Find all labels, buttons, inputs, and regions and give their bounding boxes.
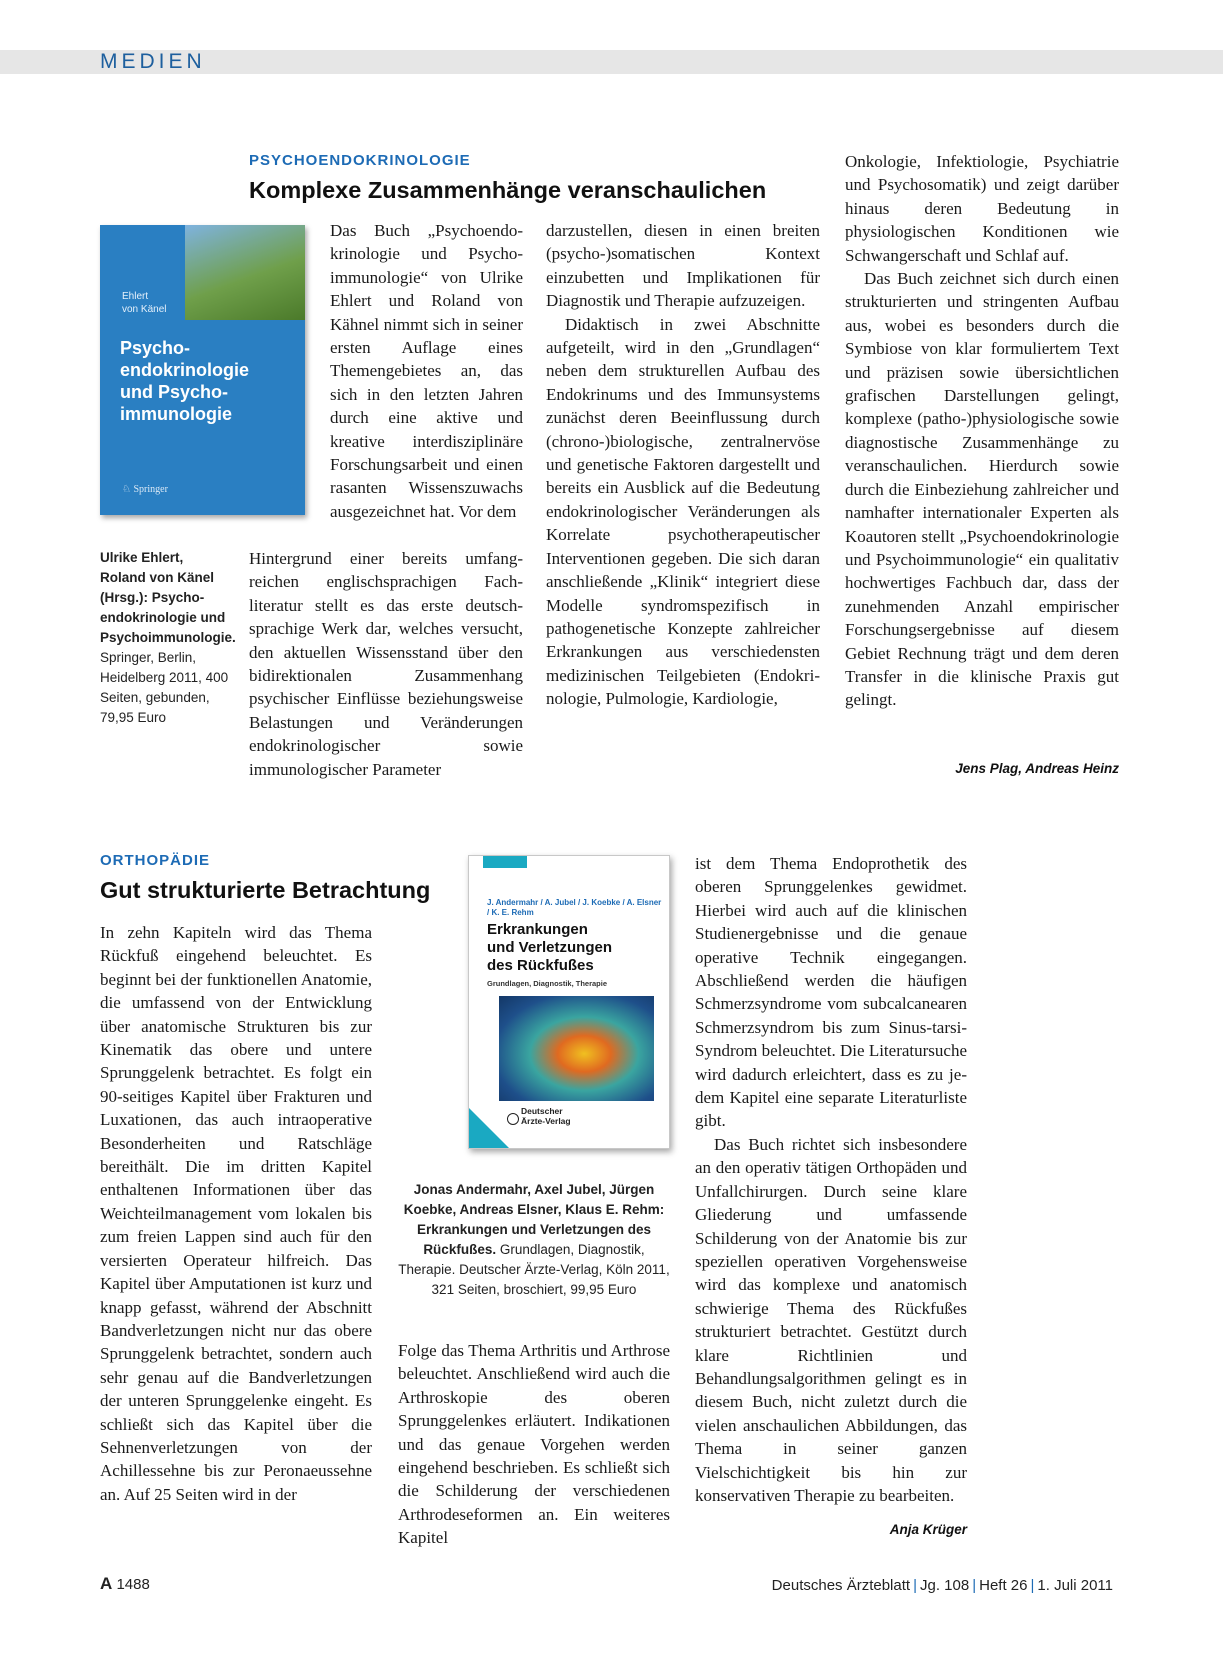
springer-logo-icon: ♘: [122, 484, 134, 495]
cover-publisher: ♘ Springer: [122, 484, 168, 495]
section-label: MEDIEN: [100, 50, 206, 73]
book-cover-psychoendokrinologie: [100, 225, 305, 515]
cover-corner: [469, 1108, 509, 1148]
cover-foot-scan-image: [499, 996, 654, 1101]
publisher-logo-icon: [507, 1113, 519, 1125]
cover-title: Psycho- endokrinologie und Psycho- immunologie: [120, 338, 250, 424]
article2-headline: Gut strukturierte Betrachtung: [100, 877, 431, 903]
cover-authors: J. Andermahr / A. Jubel / J. Koebke / A. Elsner / K. E. Rehm: [487, 898, 662, 917]
cover-subtitle: Grundlagen, Diagnostik, Therapie: [487, 979, 608, 988]
page-number: A 1488: [100, 1574, 150, 1593]
cover-title: Erkrankungen und Verletzungen des Rückfußes: [487, 921, 613, 974]
cover-tab: [483, 856, 527, 868]
article1-column1-bottom: Hintergrund einer bereits umfangreichen englischsprachigen Fachliteratur stellt es das erste deutschsprachige Werk dar, welches versucht, den aktuellen Wissensstand über den bidirektionalen Zusammenhang psychischer Einflüsse beziehungsweise Belastungen und Veränderungen endokrinologischer sowie immunologischer Parameter: [249, 549, 523, 779]
article1-headline: Komplexe Zusammenhänge veranschaulichen: [249, 177, 767, 203]
article1-kicker: PSYCHOENDOKRINOLOGIE: [249, 152, 471, 169]
article1-column3: Onkologie, Infektiologie, Psychiatrie und Psychosomatik) und zeigt darüber hinaus deren Bedeutung in physiologischen Konditionen wie Schwangerschaft und Schlaf auf. Das Buch zeichnet sich durch einen strukturierten und stringenten Aufbau aus, wobei es besonders durch die Symbiose von klar formuliertem Text und präzisen sowie übersichtlichen grafischen Darstellungen gelingt, komplexe (patho-)physiologische sowie diagnostische Zusammenhänge zu veranschaulichen. Hierdurch sowie durch die Einbeziehung zahlreicher und namhafter internationaler Experten als Koautoren stellt „Psychoendokrinologie und Psychoimmunologie“ ein qualitativ hochwertiges Fachbuch dar, dass der zunehmenden Anzahl empirischer Forschungsergebnisse auf diesem Gebiet Rechnung trägt und dem deren Transfer in die klinische Praxis gut gelingt.: [845, 152, 1119, 710]
cover-photo: [185, 225, 305, 320]
article1-column2: darzustellen, diesen in einen breiten (psycho-)somatischen Kontext einzubetten und Implikationen für Diagnostik und Therapie aufzuzeigen. Didaktisch in zwei Abschnitte aufgeteilt, wird in den „Grundlagen“ neben dem strukturellen Aufbau des Endokrinums und des Immunsystems zunächst deren Beeinflussung durch (chrono-)biologische, zentralnervöse und genetische Faktoren dargestellt und bereits ein Ausblick auf die Bedeutung endokrinologischer Veränderungen als Korrelate psychotherapeutischer Interventionen gegeben. Die sich daran anschließende „Klinik“ integriert diese Modelle syndromspezifisch in pathogenetische Konzepte zahlreicher Erkrankungen aus verschiedensten medizinischen Teilgebieten (Endokrinologie, Pulmologie, Kardiologie,: [546, 221, 820, 709]
cover-authors: Ehlert von Känel: [122, 291, 167, 315]
journal-footer: Deutsches Ärzteblatt | Jg. 108 | Heft 26 | 1. Juli 2011: [771, 1577, 1113, 1594]
article2-column3: ist dem Thema Endoprothetik des oberen Sprunggelenkes gewidmet. Hierbei wird auch auf die klinischen Studienergebnisse und die genaue operative Technik eingegangen. Abschließend werden die häufigen Schmerzsyndrome vom subcalcanearen Schmerzsyndrom bis zum Sinus-tarsi-Syndrom beleuchtet. Die Literatursuche wird dadurch erleichtert, dass es zu jedem Kapitel eine separate Literaturliste gibt. Das Buch richtet sich insbesondere an den operativ tätigen Orthopäden und Unfallchirurgen. Durch seine klare Gliederung und umfassende Schilderung von der Anatomie bis zur speziellen operativen Vorgehensweise wird das komplexe und anatomisch schwierige Thema des Rückfußes strukturiert betrachtet. Gestützt durch klare Richtlinien und Behandlungsalgorithmen gelingt es in diesem Buch, nicht zuletzt durch die vielen anschaulichen Abbildungen, das Thema in seiner ganzen Vielschichtigkeit bis hin zur konservativen Therapie zu bearbeiten.: [695, 854, 967, 1505]
book-cover-rueckfuss: [468, 855, 670, 1149]
cover-publisher: Deutscher Ärzte-Verlag: [521, 1106, 571, 1126]
article2-column2: Folge das Thema Arthritis und Arthrose beleuchtet. Anschließend wird auch die Arthroskopie des oberen Sprunggelenkes erläutert. Indikationen und das genaue Vorgehen werden eingehend beschrieben. Es schließt sich die Schilderung der verschiedenen Arthrodeseformen an. Ein weiteres Kapitel: [398, 1341, 670, 1548]
article2-book-caption: Jonas Andermahr, Axel Jubel, Jürgen Koebke, Andreas Elsner, Klaus E. Rehm: Erkrankungen und Verletzungen des Rückfußes. Grundlagen, Diagnostik, Therapie. Deutscher Ärzte-Verlag, Köln 2011, 321 Seiten, broschiert, 99,95 Euro: [398, 1182, 670, 1297]
article1-book-caption: Ulrike Ehlert, Roland von Känel (Hrsg.): Psychoendokrinologie und Psychoimmunologie. Springer, Berlin, Heidelberg 2011, 400 Seiten, gebunden, 79,95 Euro: [100, 550, 236, 725]
article1-signature: Jens Plag, Andreas Heinz: [955, 761, 1119, 776]
article2-kicker: ORTHOPÄDIE: [100, 852, 211, 869]
article2-column1: In zehn Kapiteln wird das Thema Rückfuß eingehend beleuchtet. Es beginnt bei der funktionellen Anatomie, die umfassend von der Entwicklung über anatomische Strukturen bis zur Kinematik das obere und untere Sprunggelenk betrachtet. Es folgt ein 90-seitiges Kapitel über Frakturen und Luxationen, das auch intraoperative Besonderheiten und Ratschläge bereithält. Die im dritten Kapitel enthaltenen Informationen über das Weichteilmanagement vom lokalen bis zum freien Lappen sind auch für den versierten Operateur hilfreich. Das Kapitel über Amputationen ist kurz und knapp gefasst, während der Abschnitt Bandverletzungen nicht nur das obere Sprunggelenk betrachtet, sondern auch sehr genau auf die Bandverletzungen der unteren Sprunggelenke eingeht. Es schließt sich das Kapitel über die Sehnenverletzungen von der Achillessehne bis zur Peronaeussehne an. Auf 25 Seiten wird in der: [100, 923, 372, 1504]
article2-signature: Anja Krüger: [889, 1522, 967, 1537]
article1-column1-top: Das Buch „Psychoendokrinologie und Psychoimmunologie“ von Ulrike Ehlert und Roland von Kähnel nimmt sich in seiner ersten Auflage eines Themengebietes an, das sich in den letzten Jahren durch eine aktive und kreative interdisziplinäre Forschungsarbeit und einen rasanten Wissenszuwachs ausgezeichnet hat. Vor dem: [330, 221, 523, 521]
